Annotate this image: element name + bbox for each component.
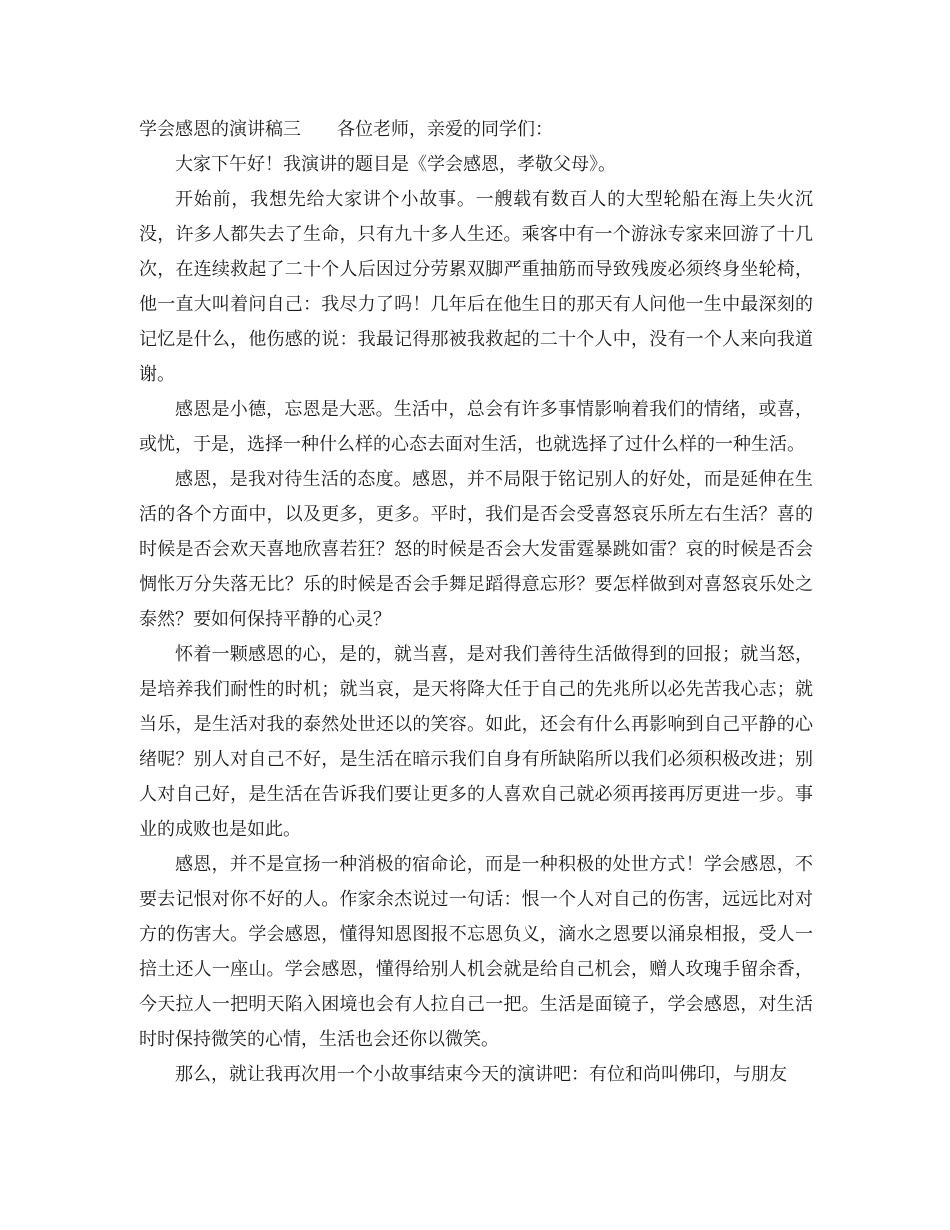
paragraph-positive-way: 感恩，并不是宣扬一种消极的宿命论，而是一种积极的处世方式！学会感恩，不要去记恨对你不好的人。作家余杰说过一句话：恨一个人对自己的伤害，远远比对对方的伤害大。学会感恩，懂得知恩图报不忘恩负义，滴水之恩要以涌泉相报，受人一掊土还人一座山。学会感恩，懂得给别人机会就是给自己机会，赠人玫瑰手留余香，今天拉人一把明天陷入困境也会有人拉自己一把。生活是面镜子，学会感恩，对生活时时保持微笑的心情，生活也会还你以微笑。 bbox=[139, 854, 813, 1050]
document-title: 学会感恩的演讲稿三 bbox=[139, 119, 301, 140]
paragraph-greeting: 大家下午好！我演讲的题目是《学会感恩，孝敬父母》。 bbox=[175, 154, 616, 175]
salutation: 各位老师，亲爱的同学们： bbox=[337, 119, 553, 140]
document-body bbox=[139, 112, 813, 1092]
paragraph-story: 开始前，我想先给大家讲个小故事。一艘载有数百人的大型轮船在海上失火沉没，许多人都失去了生命，只有九十多人生还。乘客中有一个游泳专家来回游了十几次，在连续救起了二十个人后因过分劳累双脚严重抽筋而导致残废必须终身坐轮椅，他一直大叫着问自己：我尽力了吗！几年后在他生日的那天有人问他一生中最深刻的记忆是什么，他伤感的说：我最记得那被我救起的二十个人中，没有一个人来向我道谢。 bbox=[139, 189, 813, 385]
paragraph-gratitude-virtue: 感恩是小德，忘恩是大恶。生活中，总会有许多事情影响着我们的情绪，或喜，或忧，于是，选择一种什么样的心态去面对生活，也就选择了过什么样的一种生活。 bbox=[139, 399, 813, 455]
paragraph-grateful-heart: 怀着一颗感恩的心，是的，就当喜，是对我们善待生活做得到的回报；就当怒，是培养我们耐性的时机；就当哀，是天将降大任于自己的先兆所以必先苦我心志；就当乐，是生活对我的泰然处世还以的笑容。如此，还会有什么再影响到自己平静的心绪呢？别人对自己不好，是生活在暗示我们自身有所缺陷所以我们必须积极改进；别人对自己好，是生活在告诉我们要让更多的人喜欢自己就必须再接再厉更进一步。事业的成败也是如此。 bbox=[139, 644, 813, 840]
title-line bbox=[139, 112, 813, 147]
paragraph-closing-story: 那么，就让我再次用一个小故事结束今天的演讲吧：有位和尚叫佛印，与朋友 bbox=[175, 1064, 787, 1085]
paragraph-attitude: 感恩，是我对待生活的态度。感恩，并不局限于铭记别人的好处，而是延伸在生活的各个方面中，以及更多，更多。平时，我们是否会受喜怒哀乐所左右生活？喜的时候是否会欢天喜地欣喜若狂？怒的时候是否会大发雷霆暴跳如雷？哀的时候是否会惆怅万分失落无比？乐的时候是否会手舞足蹈得意忘形？要怎样做到对喜怒哀乐处之泰然？要如何保持平静的心灵？ bbox=[139, 469, 813, 630]
